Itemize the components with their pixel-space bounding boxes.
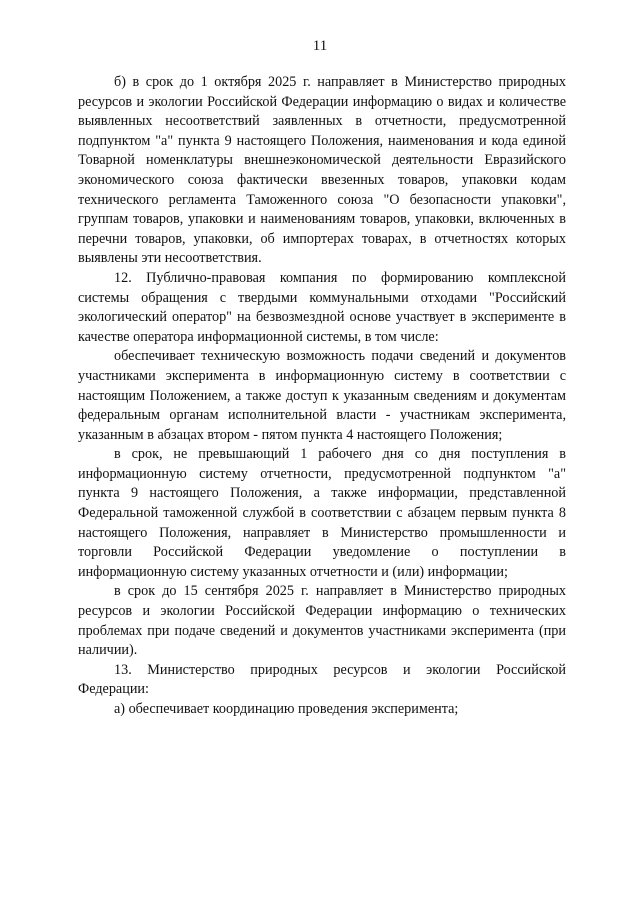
- page-number: 11: [312, 38, 328, 54]
- paragraph-13-ministry: 13. Министерство природных ресурсов и экологии Российской Федерации:: [78, 661, 566, 698]
- paragraph-b-deadline-october: б) в срок до 1 октября 2025 г. направляет в Министерство природных ресурсов и экологии Российской Федерации информацию о видах и количестве выявленных несоответствий заявленных в отчетности, предусмотренной подпунктом "а" пункта 9 настоящего Положения, наименования и кода единой Товарной номенклатуры внешнеэкономической деятельности Евразийского экономического союза фактически ввезенных товаров, упаковки кодам технического регламента Таможенного союза "О безопасности упаковки", группам товаров, упаковки и наименованиям товаров, упаковки, включенных в перечни товаров, упаковки, об импортерах товарах, в отчетностях которых выявлены эти несоответствия.: [78, 74, 566, 267]
- paragraph-12-notification: в срок, не превышающий 1 рабочего дня со дня поступления в информационную систему отчетности, предусмотренной подпунктом "а" пункта 9 настоящего Положения, а также информации, представленной Федеральной таможенной службой в соответствии с абзацем первым пункта 8 настоящего Положения, направляет в Министерство промышленности и торговли Российской Федерации уведомление о поступлении в информационную систему указанных отчетности и (или) информации;: [78, 446, 566, 580]
- paragraph-13a-coordination: а) обеспечивает координацию проведения эксперимента;: [114, 701, 459, 717]
- paragraph-12-operator: 12. Публично-правовая компания по формированию комплексной системы обращения с твердыми коммунальными отходами "Российский экологический оператор" на безвозмездной основе участвует в эксперименте в качестве оператора информационной системы, в том числе:: [78, 269, 566, 345]
- paragraph-12-deadline-september: в срок до 15 сентября 2025 г. направляет в Министерство природных ресурсов и экологии Российской Федерации информацию о технических проблемах при подаче сведений и документов участниками эксперимента (при наличии).: [78, 583, 566, 659]
- paragraph-12-technical-access: обеспечивает техническую возможность подачи сведений и документов участниками эксперимента в информационную систему в соответствии с настоящим Положением, а также доступ к указанным сведениям и документам федеральным органам исполнительной власти - участникам эксперимента, указанным в абзацах втором - пятом пункта 4 настоящего Положения;: [78, 348, 566, 443]
- document-body: [78, 73, 566, 720]
